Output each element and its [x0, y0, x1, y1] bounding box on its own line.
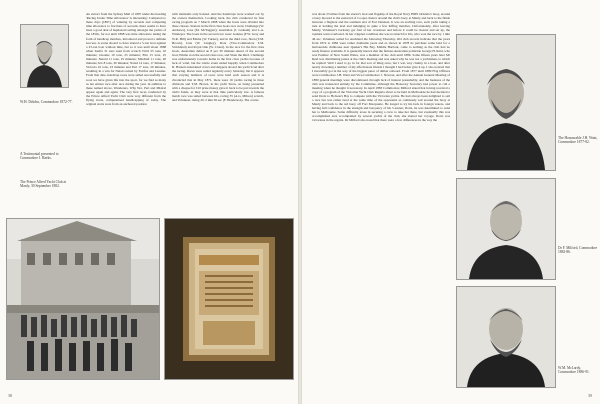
left-text-column-2: with mainsails only hoisted. And the handicaps were worked out by the owners themselves. Looking back, the club conducted its first racing program on 7 March 1868 when the boats were divided into three classes. Starters in the first class boats race were; Challenge (W. Andrews), Ione (M. McTaggart); Australian (J. Graham) and L.A. Windeyer. The boats in the second race were: Galatea (F.W. Gray and W.R. Hill) and Emma (W. Turner), and in the third race, Siren (T.M. Brown), Iona (W. Langley), Dora (Vice-Commodore T.M. Strickland) and Royal Oak (W. Cloud). In the race for the first class boats, Australian defied an 8 per 30 minutes ahead of the second boat; Emma won the second class race, and Siren the third. Challenge was unfortunately towards home in the first class yachts because of lack of wind, but the whole event ended happily when Commodore R. Harnett entertained crews and skippers aboard his yacht Scud after the racing. Races were sailed regularly every Saturday, but it appears that varying numbers of races were held each season and it is chronicled that in May 1871, there were 16 yachts racing in three divisions and T.M. Brown, in his yacht Siren, on being presented with a cheque for £10 prize money gave it back to be put towards the club's funds, as they were at that time particularly low. A famous match race was sailed between Iris, racing 35 (A.G. Milson) scratch, and Volunteer, rating 20, 2 min 36 sec (F. Henderson). The course: [172, 12, 264, 102]
caption-clubhouse: The Prince Alfred Yacht Club at Manly, 30 September 1882.: [20, 180, 67, 189]
left-page: [0, 0, 298, 404]
right-page: [302, 0, 600, 404]
portrait-photo-milford: [456, 178, 556, 280]
right-text-column: was about 23 miles from the starter's boat and flagship of the Royal Navy HMS Orlando's buoy, around a buoy moored to the eastward of Cooper, thence around the club's buoy at Manly and back to the finish between a flagboat and the southern end of Fort Denison. It was an exciting race, each yacht taking a turn at holding the lead and indulging in quite a few luffing matches. Unfortunately, after leaving Manly, Volunteer's backstay got foul of her crosstrees and before it could be cleared and set up, the topmast went overboard. In her crippled condition she was no match for Iris, who won the race by 1 min 46 sec, Volunteer sailed for Auckland the following Thursday. Old club records indicate that the years from 1874 to 1882 were rather doldrums years and as shown in 1878 its purchase some land for a harbourside clubhouse near Quaker's Hat Bay, Middle Harbour, came to nothing as the club had no ready finance available. It is generally known that the famous Australian politician George H. Reid, who was Premier of New South Wales, was a member of the club until 1886. Some fifteen years later Mr Reid was distributing prizes at the club's meeting and was asked why he was not a yachtsman, to which he replied: Well I used to go in for that sort of thing once, but I was very clumsy in a boat, and after nearly drowning a number of my affectionate friends I thought I had better give it up. I also noticed that I invariably got in the way of the biggest piece of timber onboard. From 1877 until 1880 Flag Officers were Commodore J.H. Want and Vice-Commodore J. Newton, and after the Annual General Meeting of 1880 general meetings were discontinued, through lack of interest presumably, and the business of the club was transacted entirely by the Committee, although the Honorary Secretary had power to call a meeting when he thought it necessary. In April 1883 Commodore Milford stated that having received a copy of a program of the Victorian Yacht Club Regatta about to be held in Melbourne he had decided to send Doris to Hobson's Bay to compete with the Victorian yachts. He had always been delighted to sail a race but was rather tired at the same time of the opponents as commonly sail around the buoy at Manly and back to the red buoy off Fort Macquarie. He longed to try his luck in foreign waters, and having full confidence in the strength and buoyancy of his 5-tonner, Doris, he was determined to send her to Melbourne. Some difficulty arose in securing a crew to take her there, but eventually this was accomplished and, accompanied by several yachts of the club, she started her voyage. Doris was victorious in the regatta. Dr Milford also noted that there were a few differences in the way the: [312, 12, 450, 123]
right-page-number: 39: [588, 393, 592, 398]
testimonial-frame-photo: [164, 218, 294, 380]
portrait-photo-delohn: [20, 24, 69, 88]
portrait-photo-mclardy: [456, 286, 556, 388]
clubhouse-photo: [6, 218, 160, 380]
caption-want: The Honourable J.H. Want, Commodore 1877-82.: [558, 136, 598, 145]
caption-testimonial: A Testimonial presented to Commodore I. Haeks.: [20, 152, 59, 161]
left-text-column-1: An extract from the Sydney Mail of 1897 under the heading 'Racing Under Time Allowance' is interesting: Compared to these days [1897] of winning by seconds and computing time allowance to fractions of seconds, there seems to have been a good deal of haphazard sailing amongst the yachts of the 1850s, for not until 1868 was time allowance taking the form of handicap matches, introduced and proved a definite success. A scene aboard to have started a 5-ton boat against a 25-ton boat without time, but so it was until about 1868 when Xarifa 31 tons went from scratch Vivid 25 tons, 10 minutes; Gloame 10 tons, 25 minutes; Ella 15 tons, 25 minutes; Nereid 11 tons, 25 minutes; Mischief 11 tons, 20 minutes; Iris 8 tons, 30 minutes; Naiad 14 tons, 17 minutes; Victoria 10 tons, 23 minutes and Peri 17 tons, 20 minutes, resulting in a win for Naiad owned by Fairfax and Lassiter. From that date, handicap races were sailed successfully and soon we have given life into the sport, for we find as many as ten entries race after race during the year. In addition to these named above, Wanderers, Why Not, Peri and Mistral appear again and again. The very first races conducted by the Prince Alfred Yacht Club were very different from the flying starts, computerised handicapping of today. The original starts were from an anchored position: [86, 12, 166, 107]
caption-milford: Dr F. Milford, Commodore 1882-86.: [558, 246, 598, 255]
portrait-photo-want: [456, 34, 556, 171]
caption-mclardy: W.M. McLardy, Commodore 1886-91.: [558, 366, 590, 375]
caption-delohn: W.H. Delohn, Commodore 1872-77.: [20, 100, 73, 104]
left-page-number: 38: [8, 393, 12, 398]
